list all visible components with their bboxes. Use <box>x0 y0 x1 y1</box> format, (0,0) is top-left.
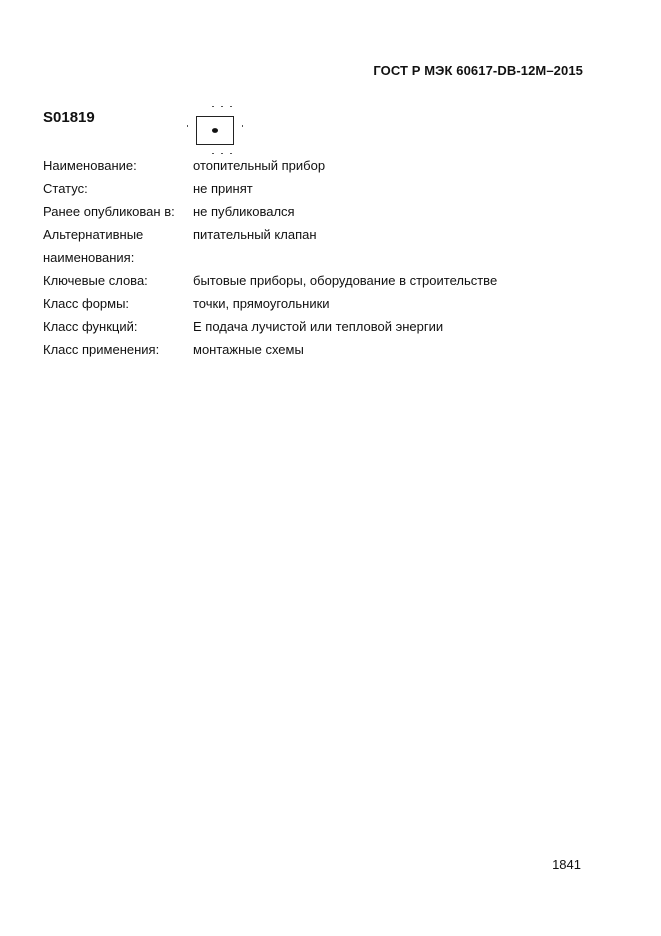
property-label: Альтернативные наименования: <box>43 227 144 265</box>
property-shape-class <box>43 292 497 315</box>
property-keywords <box>43 269 497 292</box>
property-value: питательный клапан <box>193 227 317 242</box>
symbol-id: S01819 <box>43 109 95 126</box>
property-value: монтажные схемы <box>193 342 304 357</box>
page-number: 1841 <box>552 857 581 872</box>
property-function-class <box>43 315 497 338</box>
property-value: точки, прямоугольники <box>193 296 330 311</box>
property-label: Класс формы: <box>43 296 130 311</box>
property-label: Статус: <box>43 181 88 196</box>
property-value: бытовые приборы, оборудование в строительстве <box>193 273 498 288</box>
property-value: не публиковался <box>193 204 295 219</box>
property-label: Наименование: <box>43 158 137 173</box>
property-label: Класс функций: <box>43 319 138 334</box>
property-label: Класс применения: <box>43 342 160 357</box>
property-name <box>43 154 497 177</box>
property-value: не принят <box>193 181 253 196</box>
property-status <box>43 177 497 200</box>
property-value: E подача лучистой или тепловой энергии <box>193 319 444 334</box>
property-application-class <box>43 338 497 361</box>
property-value: отопительный прибор <box>193 158 326 173</box>
property-label: Ранее опубликован в: <box>43 204 175 219</box>
property-label: Ключевые слова: <box>43 273 148 288</box>
property-previously-published <box>43 200 497 223</box>
dot-in-square-symbol-icon <box>186 104 244 156</box>
document-header: ГОСТ Р МЭК 60617-DB-12M–2015 <box>373 63 583 78</box>
property-alternative-names <box>43 223 497 269</box>
symbol-properties <box>43 154 497 361</box>
